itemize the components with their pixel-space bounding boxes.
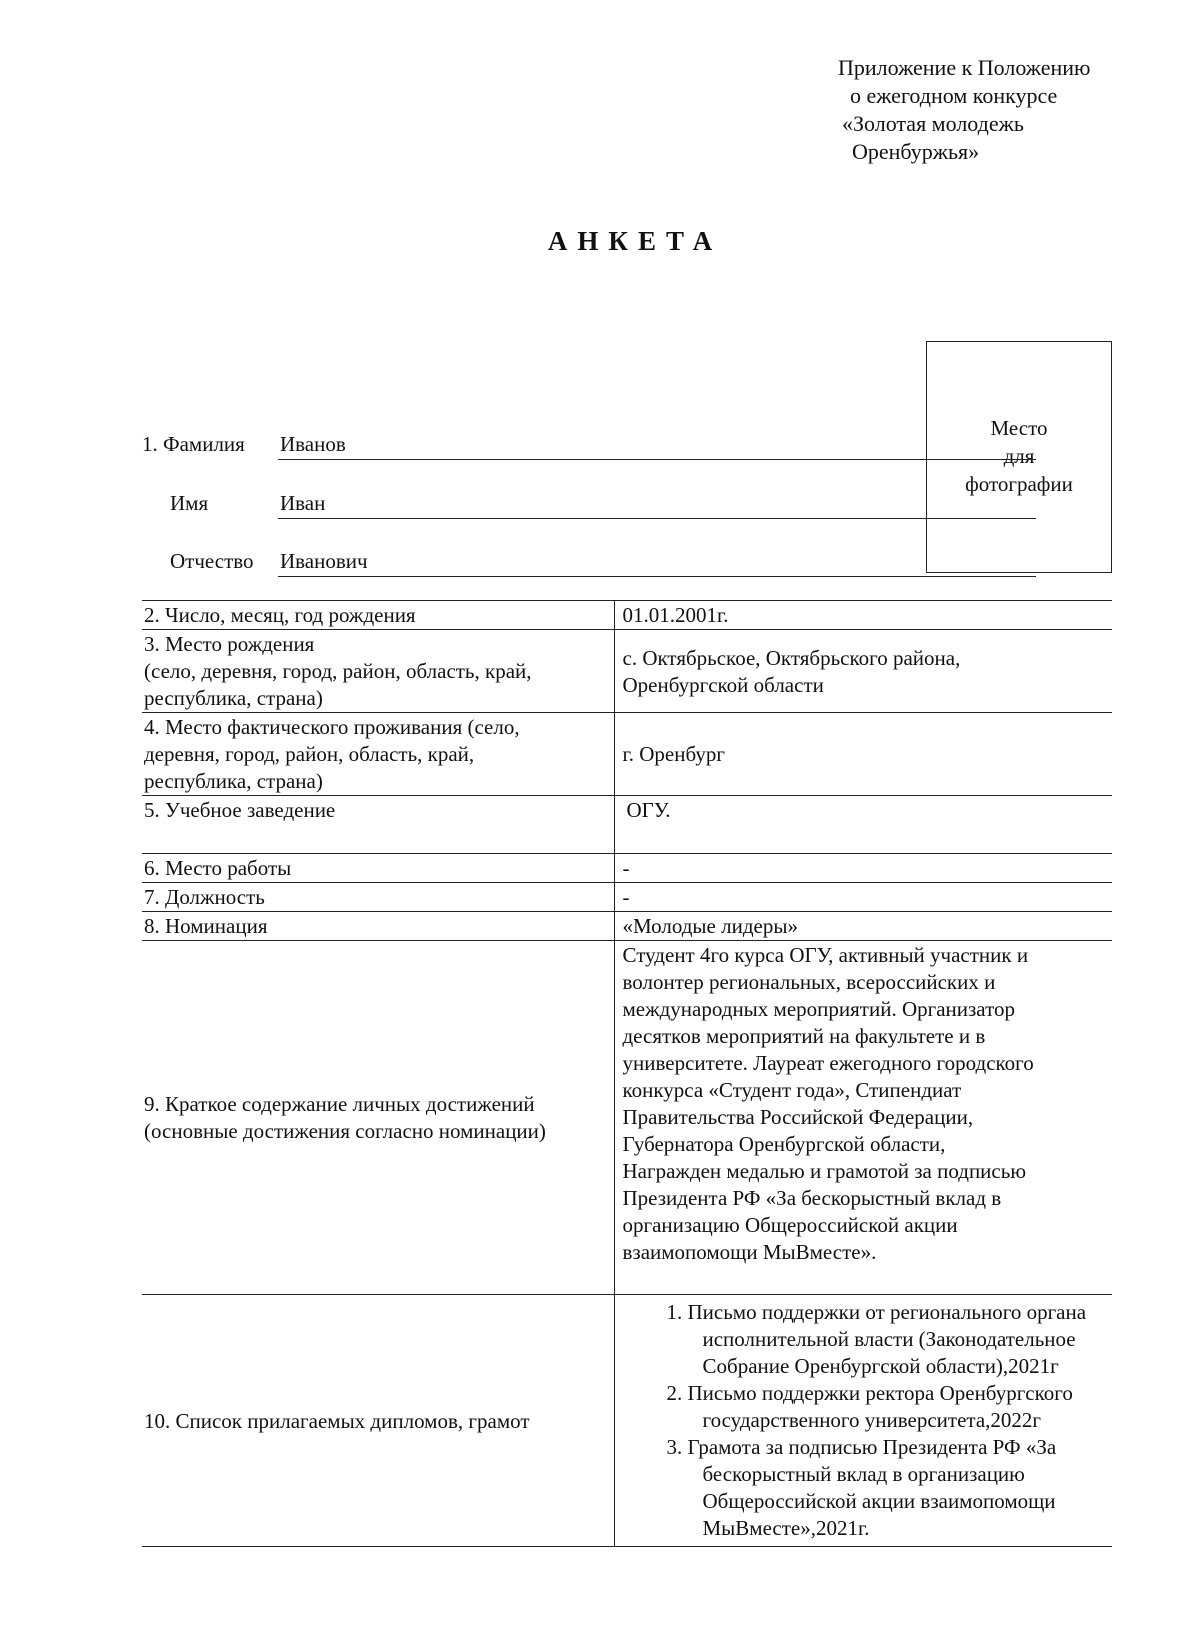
photo-label-line-3: фотографии	[965, 472, 1073, 496]
value-line: конкурса «Студент года», Стипендиат	[622, 1078, 962, 1102]
row-label: 10. Список прилагаемых дипломов, грамот	[144, 1408, 530, 1433]
page-title: АНКЕТА	[547, 226, 723, 256]
value-line: десятков мероприятий на факультете и в	[622, 1024, 986, 1048]
appendix-line-3: «Золотая молодежь	[842, 111, 1024, 136]
appendix-line-4: Оренбуржья»	[852, 139, 980, 164]
row-label	[142, 630, 614, 713]
value-line: Президента РФ «За бескорыстный вклад в	[622, 1186, 1002, 1210]
row-label	[142, 713, 614, 796]
row-value: -	[614, 854, 1112, 883]
label-line: республика, страна)	[144, 686, 323, 710]
value-line: Студент 4го курса ОГУ, активный участник и	[622, 943, 1029, 967]
value-line: взаимопомощи МыВместе».	[622, 1240, 877, 1264]
table-row	[142, 601, 1112, 630]
name-underline	[278, 518, 1036, 519]
row-value	[614, 941, 1112, 1295]
photo-placeholder	[926, 341, 1112, 573]
row-label: 7. Должность	[144, 885, 265, 909]
row-label: 8. Номинация	[144, 914, 268, 938]
label-line: деревня, город, район, область, край,	[144, 742, 475, 766]
row-value: г. Оренбург	[614, 713, 1112, 796]
row-value: 01.01.2001г.	[614, 601, 1112, 630]
photo-label-line-2: для	[1003, 444, 1035, 468]
application-form-table	[142, 600, 1112, 1547]
row-value	[614, 630, 1112, 713]
value-line: волонтер региональных, всероссийских и	[622, 970, 996, 994]
surname-label: 1. Фамилия	[142, 432, 245, 456]
appendix-note	[838, 54, 1090, 166]
table-row	[142, 941, 1112, 1295]
value-line: Награжден медалью и грамотой за подписью	[622, 1159, 1027, 1183]
label-line: 4. Место фактического проживания (село,	[144, 715, 520, 739]
name-label: Имя	[170, 491, 209, 515]
value-line: Правительства Российской Федерации,	[622, 1105, 974, 1129]
patronymic-underline	[278, 576, 1036, 577]
table-row	[142, 1295, 1112, 1547]
attachments-list	[623, 1299, 1111, 1542]
label-line: 9. Краткое содержание личных достижений	[144, 1092, 535, 1116]
table-row	[142, 630, 1112, 713]
row-label: 2. Число, месяц, год рождения	[144, 603, 416, 627]
row-value: «Молодые лидеры»	[614, 912, 1112, 941]
label-line: (село, деревня, город, район, область, край,	[144, 659, 532, 683]
list-item: 2. Письмо поддержки ректора Оренбургского государственного университета,2022г	[666, 1381, 1073, 1432]
label-line: 3. Место рождения	[144, 632, 315, 656]
list-item: 3. Грамота за подписью Президента РФ «За бескорыстный вклад в организацию Общероссийской акции взаимопомощи МыВместе»,2021г.	[666, 1435, 1057, 1540]
appendix-line-1: Приложение к Положению	[838, 55, 1091, 80]
value-line: Губернатора Оренбургской области,	[622, 1132, 946, 1156]
value-line: международных мероприятий. Организатор	[622, 997, 1015, 1021]
patronymic-label: Отчество	[170, 549, 254, 573]
value-line: организацию Общероссийской акции	[622, 1213, 958, 1237]
row-label: 5. Учебное заведение	[144, 798, 336, 822]
row-value: -	[614, 883, 1112, 912]
surname-underline	[278, 459, 1036, 460]
row-value	[614, 1295, 1112, 1547]
table-row	[142, 912, 1112, 941]
table-row	[142, 713, 1112, 796]
label-line: республика, страна)	[144, 769, 323, 793]
row-value: ОГУ.	[614, 796, 1112, 854]
label-line: (основные достижения согласно номинации)	[144, 1119, 546, 1143]
patronymic-value: Иванович	[280, 549, 368, 573]
value-line: университете. Лауреат ежегодного городского	[622, 1051, 1034, 1075]
table-row	[142, 796, 1112, 854]
value-line: Оренбургской области	[622, 672, 824, 697]
table-row	[142, 854, 1112, 883]
row-label	[142, 941, 614, 1295]
value-line: с. Октябрьское, Октябрьского района,	[622, 645, 961, 670]
surname-value: Иванов	[280, 432, 346, 456]
table-row	[142, 883, 1112, 912]
list-item: 1. Письмо поддержки от регионального органа исполнительной власти (Законодательное Собрание Оренбургской области),2021г	[666, 1300, 1087, 1378]
name-value: Иван	[280, 491, 326, 515]
photo-label-line-1: Место	[990, 416, 1048, 440]
appendix-line-2: о ежегодном конкурсе	[850, 83, 1058, 108]
row-label: 6. Место работы	[144, 856, 292, 880]
